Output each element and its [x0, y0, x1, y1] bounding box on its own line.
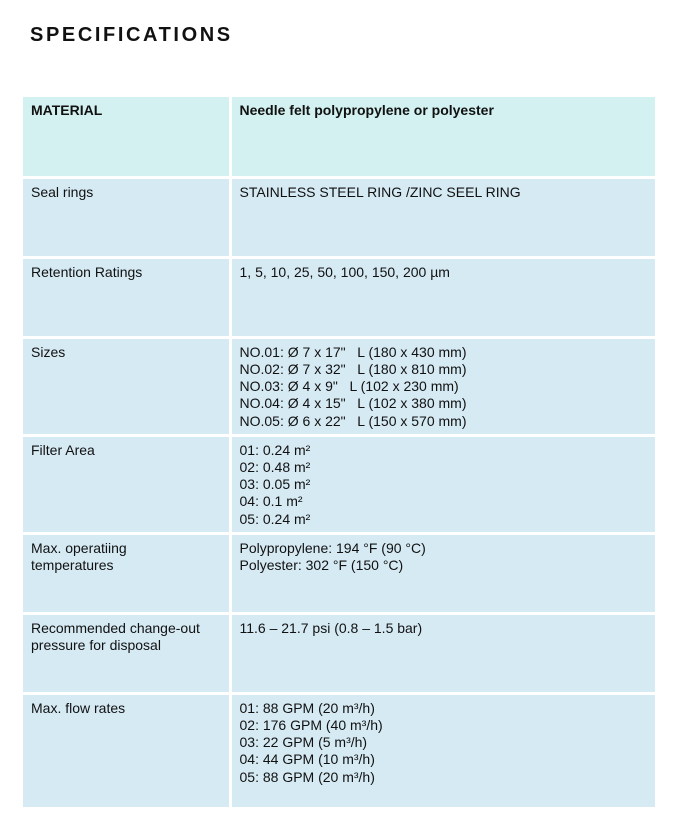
spec-value-cell — [230, 257, 655, 337]
spec-label-cell — [23, 613, 230, 693]
spec-value: NO.05: Ø 6 x 22" L (150 x 570 mm) — [239, 412, 467, 429]
spec-label-cell — [23, 97, 230, 177]
spec-label: MATERIAL — [31, 102, 103, 118]
spec-label: pressure for disposal — [31, 636, 161, 653]
spec-value: NO.02: Ø 7 x 32" L (180 x 810 mm) — [239, 360, 467, 377]
spec-value-cell — [230, 613, 655, 693]
spec-row — [23, 435, 655, 533]
specifications-table-body — [23, 97, 655, 808]
spec-value: NO.03: Ø 4 x 9" L (102 x 230 mm) — [239, 378, 459, 395]
spec-row — [23, 177, 655, 257]
spec-value-cell — [230, 97, 655, 177]
spec-value: Polyester: 302 °F (150 °C) — [239, 556, 404, 573]
spec-value: Needle felt polypropylene or polyester — [239, 102, 494, 118]
spec-value: NO.04: Ø 4 x 15" L (102 x 380 mm) — [239, 395, 467, 412]
spec-value: 1, 5, 10, 25, 50, 100, 150, 200 µm — [239, 263, 450, 280]
spec-row — [23, 693, 655, 808]
spec-value: 11.6 – 21.7 psi (0.8 – 1.5 bar) — [239, 619, 423, 636]
spec-label: Seal rings — [31, 183, 94, 200]
spec-row — [23, 97, 655, 177]
spec-label: Recommended change-out — [31, 619, 200, 636]
spec-value: NO.01: Ø 7 x 17" L (180 x 430 mm) — [239, 343, 467, 360]
spec-row — [23, 337, 655, 435]
spec-value: 01: 0.24 m² — [239, 441, 311, 458]
spec-label-cell — [23, 177, 230, 257]
spec-row — [23, 533, 655, 613]
spec-label: Filter Area — [31, 441, 95, 458]
spec-label: Max. flow rates — [31, 699, 126, 716]
spec-value: 04: 0.1 m² — [239, 493, 303, 510]
specifications-table — [23, 97, 655, 810]
page-title: SPECIFICATIONS — [30, 24, 233, 46]
spec-value: 04: 44 GPM (10 m³/h) — [239, 751, 375, 768]
spec-label-cell — [23, 257, 230, 337]
spec-value: STAINLESS STEEL RING /ZINC SEEL RING — [239, 183, 521, 200]
spec-value: 03: 0.05 m² — [239, 476, 311, 493]
spec-value: 01: 88 GPM (20 m³/h) — [239, 699, 375, 716]
spec-row — [23, 257, 655, 337]
spec-value-cell — [230, 435, 655, 533]
spec-row — [23, 613, 655, 693]
spec-label: temperatures — [31, 556, 114, 573]
spec-label: Sizes — [31, 343, 66, 360]
spec-value: 02: 0.48 m² — [239, 458, 311, 475]
spec-label: Retention Ratings — [31, 263, 143, 280]
spec-value: Polypropylene: 194 °F (90 °C) — [239, 539, 426, 556]
spec-value-cell — [230, 337, 655, 435]
spec-label-cell — [23, 693, 230, 808]
spec-value-cell — [230, 177, 655, 257]
spec-label: Max. operatiing — [31, 539, 127, 556]
spec-value: 05: 88 GPM (20 m³/h) — [239, 768, 375, 785]
spec-value: 02: 176 GPM (40 m³/h) — [239, 716, 383, 733]
spec-label-cell — [23, 435, 230, 533]
spec-value-cell — [230, 693, 655, 808]
spec-value: 05: 0.24 m² — [239, 510, 311, 527]
spec-value-cell — [230, 533, 655, 613]
spec-value: 03: 22 GPM (5 m³/h) — [239, 734, 368, 751]
spec-label-cell — [23, 533, 230, 613]
spec-label-cell — [23, 337, 230, 435]
